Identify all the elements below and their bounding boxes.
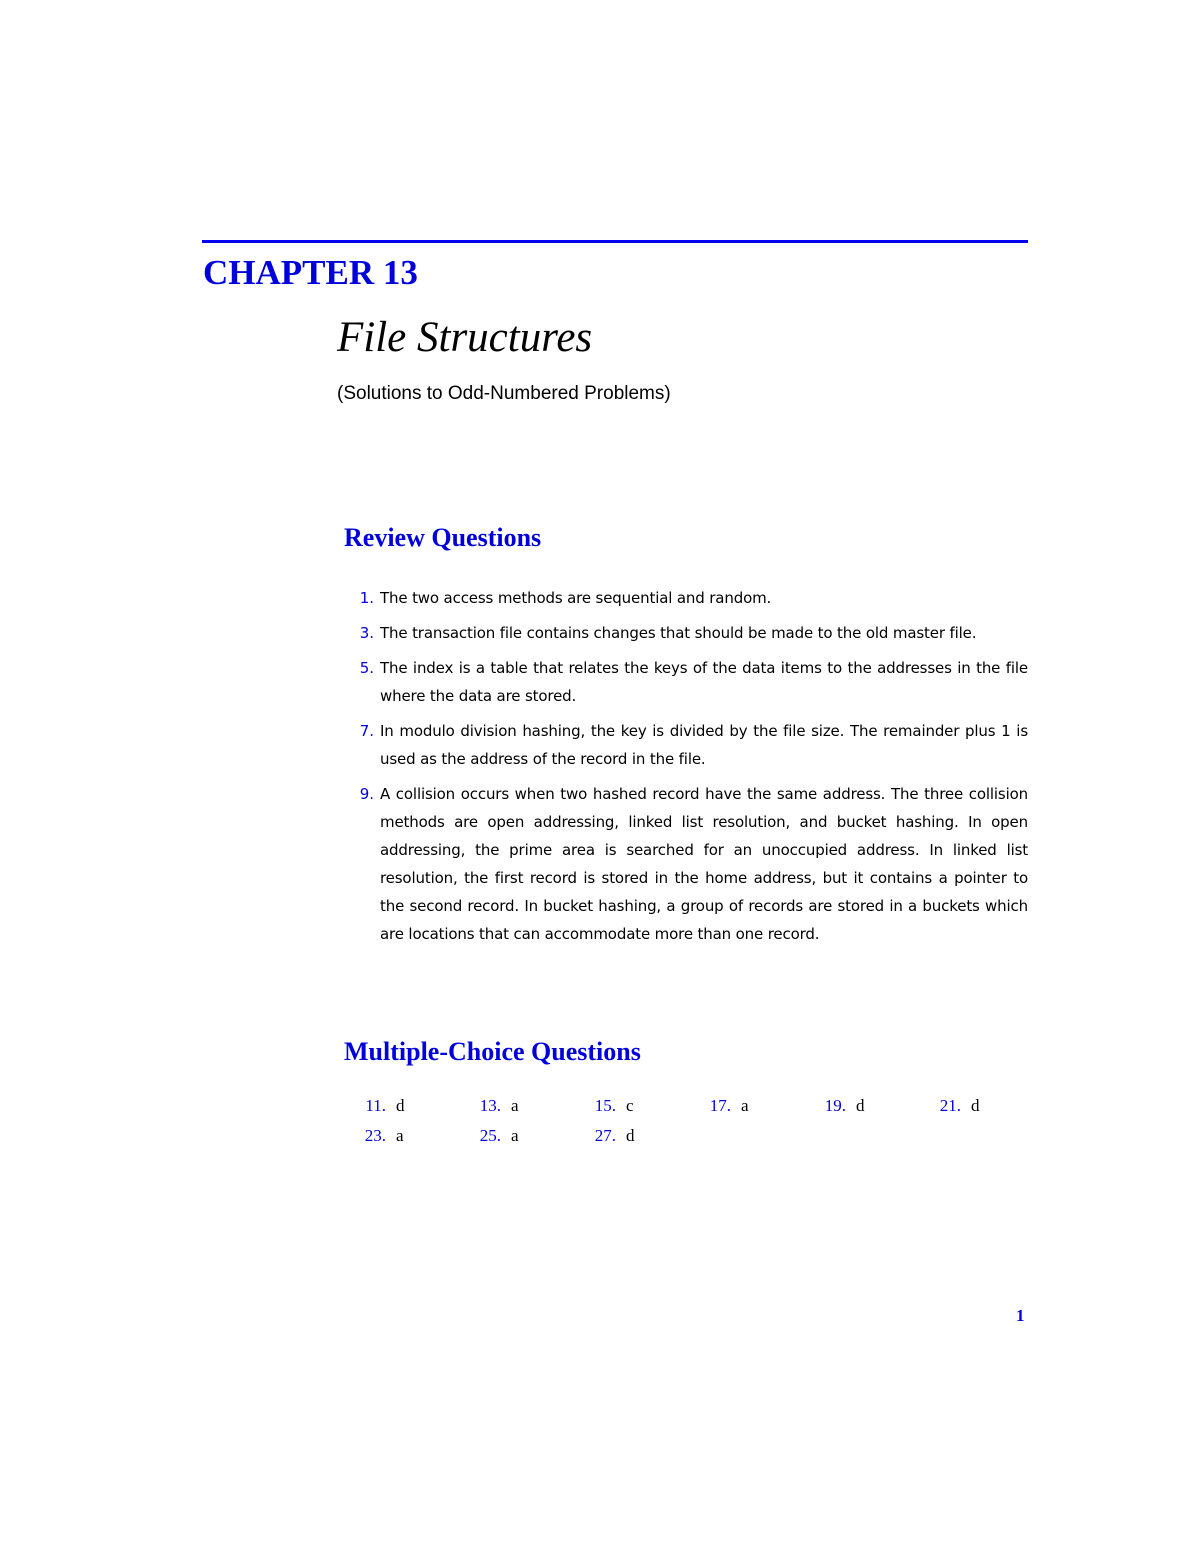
question-answer-text: The two access methods are sequential and random. [380, 589, 772, 607]
review-question-item [344, 584, 1028, 612]
mc-answer: a [741, 1096, 749, 1115]
chapter-label: CHAPTER 13 [203, 253, 418, 292]
mc-answer: d [396, 1096, 405, 1115]
question-answer-text: In modulo division hashing, the key is divided by the file size. The remainder plus 1 is used as the address of the record in the file. [380, 722, 1028, 768]
chapter-subtitle: (Solutions to Odd-Numbered Problems) [337, 383, 671, 404]
mc-question-number: 19. [824, 1096, 846, 1115]
mc-answer-item [689, 1093, 804, 1119]
mc-question-number: 21. [939, 1096, 961, 1115]
review-question-item [344, 654, 1028, 710]
mc-answer-item [344, 1123, 459, 1149]
review-questions-list [344, 584, 1028, 955]
mc-answer-item [574, 1123, 689, 1149]
review-question-item [344, 717, 1028, 773]
mc-answer-item [459, 1123, 574, 1149]
review-question-item [344, 780, 1028, 948]
review-question-item [344, 619, 1028, 647]
mc-answer-item [804, 1093, 919, 1119]
mc-answer: d [971, 1096, 980, 1115]
multiple-choice-heading: Multiple-Choice Questions [344, 1037, 641, 1066]
mc-question-number: 25. [479, 1126, 501, 1145]
mc-answer-item [574, 1093, 689, 1119]
mc-answer: a [396, 1126, 404, 1145]
mc-question-number: 13. [479, 1096, 501, 1115]
mc-question-number: 15. [594, 1096, 616, 1115]
mc-question-number: 27. [594, 1126, 616, 1145]
mc-answer: d [626, 1126, 635, 1145]
question-answer-text: The index is a table that relates the keys of the data items to the addresses in the file where the data are stored. [380, 659, 1028, 705]
mc-question-number: 17. [709, 1096, 731, 1115]
chapter-rule [202, 240, 1028, 243]
question-number: 3. [359, 624, 374, 642]
question-answer-text: The transaction file contains changes that should be made to the old master file. [380, 624, 977, 642]
mc-question-number: 23. [364, 1126, 386, 1145]
question-answer-text: A collision occurs when two hashed record have the same address. The three collision methods are open addressing, linked list resolution, and bucket hashing. In open addressing, the prime area is searched for an unoccupied address. In linked list resolution, the first record is stored in the home address, but it contains a pointer to the second record. In bucket hashing, a group of records are stored in a buckets which are locations that can accommodate more than one record. [380, 785, 1028, 943]
question-number: 1. [359, 589, 374, 607]
review-questions-heading: Review Questions [344, 523, 542, 552]
mc-answer: d [856, 1096, 865, 1115]
mc-answer-item [459, 1093, 574, 1119]
mc-question-number: 11. [365, 1096, 386, 1115]
mc-answer: c [626, 1096, 634, 1115]
page-number: 1 [1016, 1306, 1025, 1325]
question-number: 7. [359, 722, 374, 740]
mc-answer: a [511, 1096, 519, 1115]
question-number: 5. [359, 659, 374, 677]
question-number: 9. [359, 785, 374, 803]
mc-answer-item [344, 1093, 459, 1119]
mc-answer-item [919, 1093, 1034, 1119]
mc-answer: a [511, 1126, 519, 1145]
multiple-choice-answers [344, 1093, 1034, 1149]
chapter-title: File Structures [337, 314, 593, 361]
